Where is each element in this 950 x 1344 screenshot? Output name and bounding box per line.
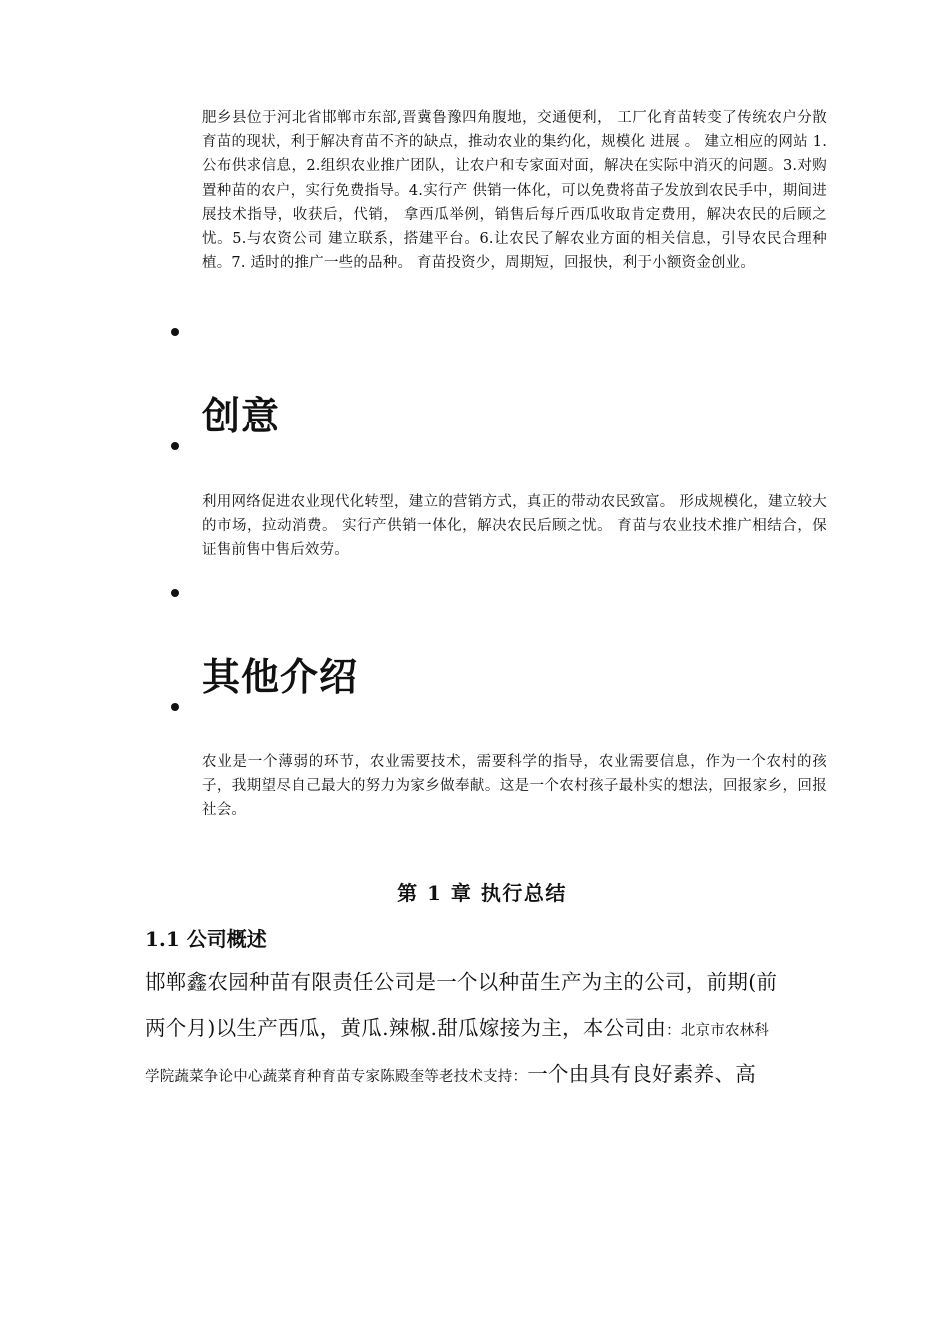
company-overview-line (145, 960, 835, 1004)
heading-other-intro: 其他介绍 (202, 655, 359, 699)
company-overview-line (145, 1052, 835, 1099)
chapter-title: 第 1 章 执行总结 (397, 881, 567, 905)
intro-paragraph: 肥乡县位于河北省邯郸市东部,晋冀鲁豫四角腹地，交通便利， 工厂化育苗转变了传统农户分散育苗的现状，利于解决育苗不齐的缺点，推动农业的集约化，规模化 进展 。 建立相应的网站 1.公布供求信息，2.组织农业推广团队，让农户和专家面对面，解决在实际中消灭的问题。3.对购置种苗的农户，实行免费指导。4.实行产 供销一体化，可以免费将苗子发放到农民手中，期间进展技术指导，收获后，代销， 拿西瓜举例，销售后每斤西瓜收取肯定费用，解决农民的后顾之忧。5.与农资公司 建立联系，搭建平台。6.让农民了解农业方面的相关信息，引导农民合理种植。7. 适时的推广一些的品种。 育苗投资少，周期短，回报快，利于小额资金创业。 (202, 110, 827, 272)
other-intro-paragraph: 农业是一个薄弱的环节，农业需要技术，需要科学的指导，农业需要信息，作为一个农村的孩子，我期望尽自己最大的努力为家乡做奉献。这是一个农村孩子最朴实的想法，回报家乡，回报社会。 (202, 754, 827, 819)
company-overview-text: 邯郸鑫农园种苗有限责任公司是一个以种苗生产为主的公司，前期(前 (145, 970, 778, 994)
heading-creativity: 创意 (202, 394, 281, 438)
list-bullet (171, 442, 179, 450)
list-bullet (171, 589, 179, 597)
company-overview-text: 两个月)以生产西瓜，黄瓜.辣椒.甜瓜嫁接为主，本公司由 (145, 1016, 667, 1040)
company-overview-small-text: 学院蔬菜争论中心蔬菜育种育苗专家陈殿奎等老技术支持： (145, 1069, 528, 1085)
creativity-paragraph: 利用网络促进农业现代化转型，建立的营销方式，真正的带动农民致富。 形成规模化，建立较大的市场，拉动消费。 实行产供销一体化，解决农民后顾之忧。 育苗与农业技术推广相结合，保证售前售中售后效劳。 (202, 494, 827, 559)
list-bullet (171, 703, 179, 711)
company-overview-line (145, 1006, 835, 1053)
list-bullet (171, 328, 179, 336)
company-overview-small-text: ：北京市农林科 (666, 1023, 770, 1039)
company-overview-text: 一个由具有良好素养、高 (527, 1062, 757, 1086)
section-title: 1.1 公司概述 (145, 927, 267, 951)
